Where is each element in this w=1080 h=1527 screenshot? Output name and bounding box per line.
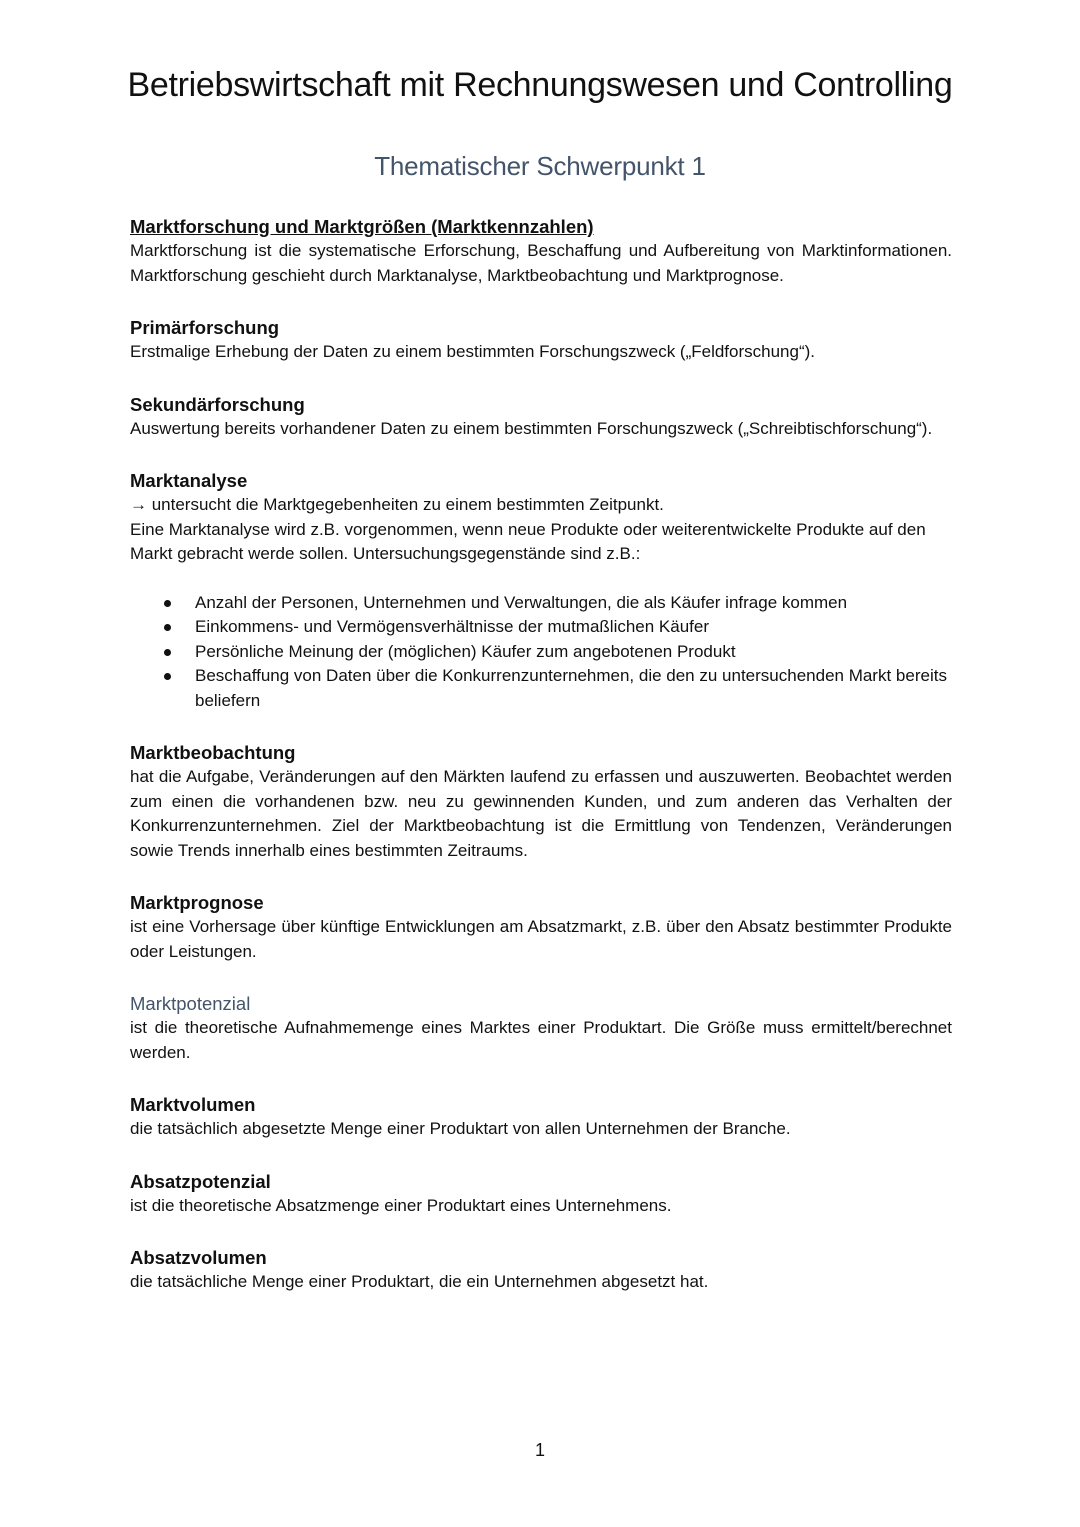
heading-absatzpotenzial: Absatzpotenzial — [130, 1170, 271, 1192]
bullet-list-untersuchungsgegenstaende — [130, 591, 952, 714]
bullet-icon — [164, 673, 171, 680]
list-item-text: Einkommens- und Vermögensverhältnisse der mutmaßlichen Käufer — [195, 617, 710, 636]
paragraph-marktpotenzial: ist die theoretische Aufnahmemenge eines Marktes einer Produktart. Die Größe muss ermittelt/berechnet werden. — [130, 1018, 952, 1062]
heading-marktbeobachtung: Marktbeobachtung — [130, 742, 296, 763]
paragraph-sekundaerforschung: Auswertung bereits vorhandener Daten zu einem bestimmten Forschungszweck („Schreibtischforschung“). — [130, 418, 933, 438]
paragraph-marktanalyse: Eine Marktanalyse wird z.B. vorgenommen, wenn neue Produkte oder weiterentwickelte Produkte auf den Markt gebracht werde sollen. Untersuchungsgegenstände sind z.B.: — [130, 519, 926, 563]
list-item — [130, 615, 952, 640]
section-marktbeobachtung — [130, 740, 952, 863]
section-marktvolumen — [130, 1092, 952, 1142]
list-item — [130, 664, 952, 713]
section-marktpotenzial — [130, 991, 952, 1065]
paragraph-marktprognose: ist eine Vorhersage über künftige Entwicklungen am Absatzmarkt, z.B. über den Absatz bestimmter Produkte oder Leistungen. — [130, 917, 952, 961]
paragraph-primaerforschung: Erstmalige Erhebung der Daten zu einem bestimmten Forschungszweck („Feldforschung“). — [130, 342, 816, 361]
bullet-icon — [164, 624, 171, 631]
heading-marktforschung: Marktforschung und Marktgrößen (Marktkennzahlen) — [130, 216, 594, 237]
bullet-icon — [164, 649, 171, 656]
heading-marktanalyse: Marktanalyse — [130, 470, 248, 491]
section-marktforschung — [130, 214, 952, 288]
section-marktanalyse — [130, 468, 952, 713]
heading-marktprognose: Marktprognose — [130, 892, 264, 913]
paragraph-marktanalyse-lead — [130, 493, 952, 518]
heading-marktvolumen: Marktvolumen — [130, 1094, 256, 1115]
section-absatzpotenzial — [130, 1169, 952, 1219]
paragraph-marktvolumen: die tatsächlich abgesetzte Menge einer Produktart von allen Unternehmen der Branche. — [130, 1119, 791, 1138]
heading-absatzvolumen: Absatzvolumen — [130, 1247, 267, 1268]
document-body — [130, 214, 952, 1322]
paragraph-marktforschung: Marktforschung ist die systematische Erforschung, Beschaffung und Aufbereitung von Marktinformationen. Marktforschung geschieht durch Marktanalyse, Marktbeobachtung und Marktprognose. — [130, 241, 952, 285]
page-title: Betriebswirtschaft mit Rechnungswesen und Controlling — [127, 66, 953, 104]
arrow-right-icon: → — [130, 495, 147, 514]
section-sekundaerforschung — [130, 392, 952, 442]
section-primaerforschung — [130, 315, 952, 365]
list-item-text: Persönliche Meinung der (möglichen) Käufer zum angebotenen Produkt — [195, 641, 736, 661]
heading-primaerforschung: Primärforschung — [130, 317, 280, 338]
paragraph-marktbeobachtung: hat die Aufgabe, Veränderungen auf den Märkten laufend zu erfassen und auszuwerten. Beobachtet werden zum einen die vorhandenen bzw. neu zu gewinnenden Kunden, und zum anderen das Verhalten der Konkurrenzunternehmen. Ziel der Marktbeobachtung ist die Ermittlung von Tendenzen, Veränderungen sowie Trends innerhalb eines bestimmten Zeitraums. — [130, 767, 952, 860]
heading-marktpotenzial: Marktpotenzial — [130, 993, 251, 1014]
list-item — [130, 591, 952, 616]
list-item-text: Beschaffung von Daten über die Konkurrenzunternehmen, die den zu untersuchenden Markt bereits beliefern — [195, 666, 947, 710]
list-item-text: Anzahl der Personen, Unternehmen und Verwaltungen, die als Käufer infrage kommen — [195, 592, 848, 612]
list-item — [130, 640, 952, 665]
paragraph-absatzpotenzial: ist die theoretische Absatzmenge einer Produktart eines Unternehmens. — [130, 1195, 672, 1215]
section-subtitle: Thematischer Schwerpunkt 1 — [374, 151, 706, 181]
bullet-icon — [164, 600, 171, 607]
section-absatzvolumen — [130, 1245, 952, 1295]
marktanalyse-lead-text: untersucht die Marktgegebenheiten zu einem bestimmten Zeitpunkt. — [147, 495, 664, 514]
heading-sekundaerforschung: Sekundärforschung — [130, 393, 305, 415]
page-number: 1 — [534, 1440, 545, 1460]
section-marktprognose — [130, 890, 952, 964]
paragraph-absatzvolumen: die tatsächliche Menge einer Produktart, die ein Unternehmen abgesetzt hat. — [130, 1272, 709, 1291]
